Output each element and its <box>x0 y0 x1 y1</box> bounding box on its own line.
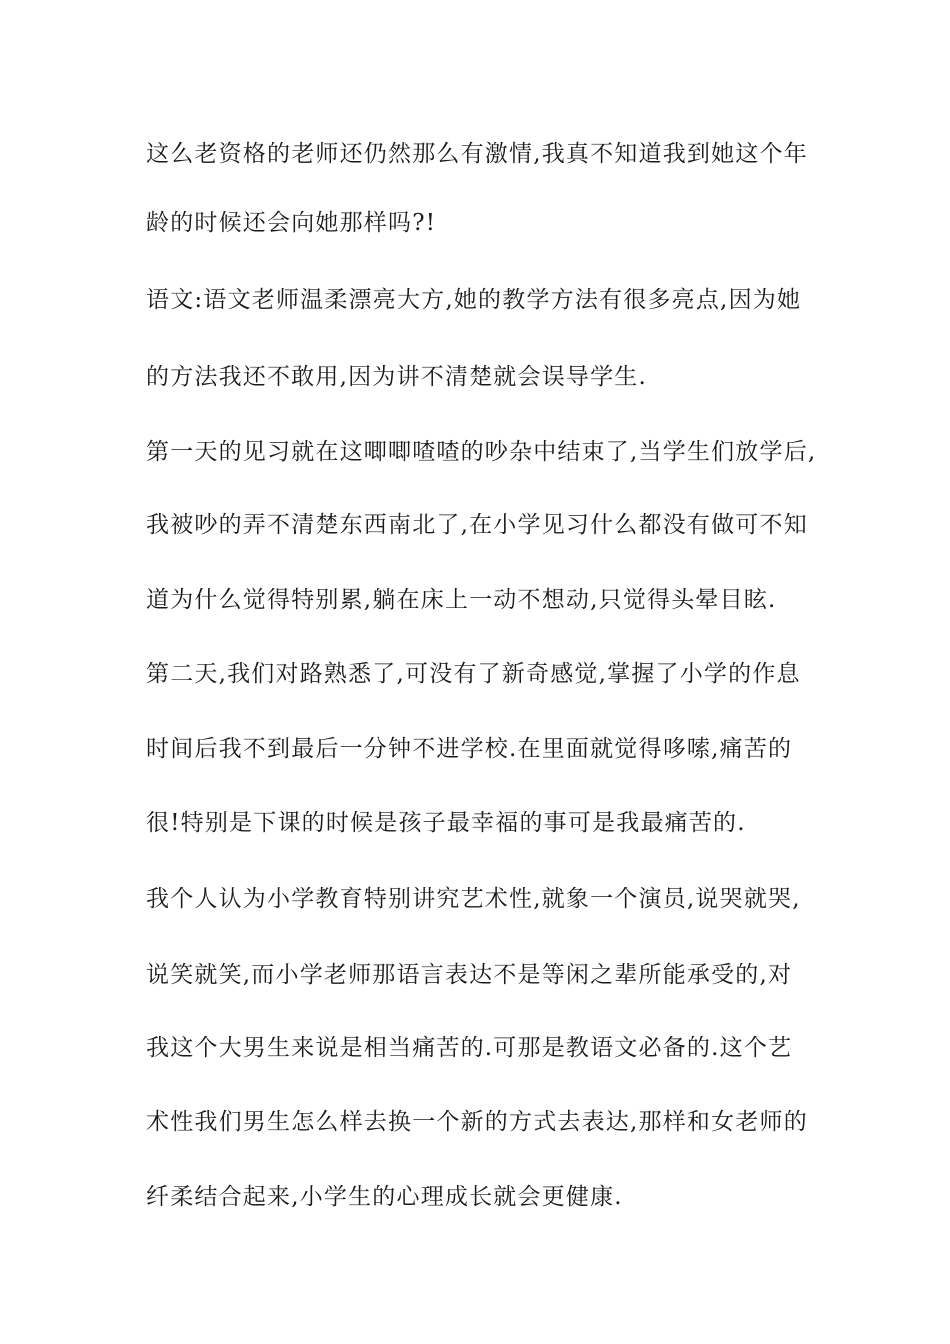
text-line: 很!特别是下课的时候是孩子最幸福的事可是我最痛苦的. <box>146 810 746 836</box>
text-line: 我这个大男生来说是相当痛苦的.可那是教语文必备的.这个艺 <box>146 1035 793 1061</box>
text-line: 道为什么觉得特别累,躺在床上一动不想动,只觉得头晕目眩. <box>146 587 777 613</box>
text-line: 时间后我不到最后一分钟不进学校.在里面就觉得哆嗦,痛苦的 <box>146 736 793 762</box>
text-line: 第一天的见习就在这唧唧喳喳的吵杂中结束了,当学生们放学后, <box>146 439 817 465</box>
text-line: 纤柔结合起来,小学生的心理成长就会更健康. <box>146 1184 623 1210</box>
text-line: 第二天,我们对路熟悉了,可没有了新奇感觉,掌握了小学的作息 <box>146 661 801 687</box>
text-line: 的方法我还不敢用,因为讲不清楚就会误导学生. <box>146 364 648 390</box>
text-line: 术性我们男生怎么样去换一个新的方式去表达,那样和女老师的 <box>146 1109 808 1135</box>
text-line: 我被吵的弄不清楚东西南北了,在小学见习什么都没有做可不知 <box>146 512 808 538</box>
text-line: 龄的时候还会向她那样吗?! <box>146 210 437 236</box>
text-line: 这么老资格的老师还仍然那么有激情,我真不知道我到她这个年 <box>146 141 808 167</box>
text-line: 语文:语文老师温柔漂亮大方,她的教学方法有很多亮点,因为她 <box>146 287 802 313</box>
text-line: 我个人认为小学教育特别讲究艺术性,就象一个演员,说哭就哭, <box>146 886 801 912</box>
text-line: 说笑就笑,而小学老师那语言表达不是等闲之辈所能承受的,对 <box>146 962 793 988</box>
